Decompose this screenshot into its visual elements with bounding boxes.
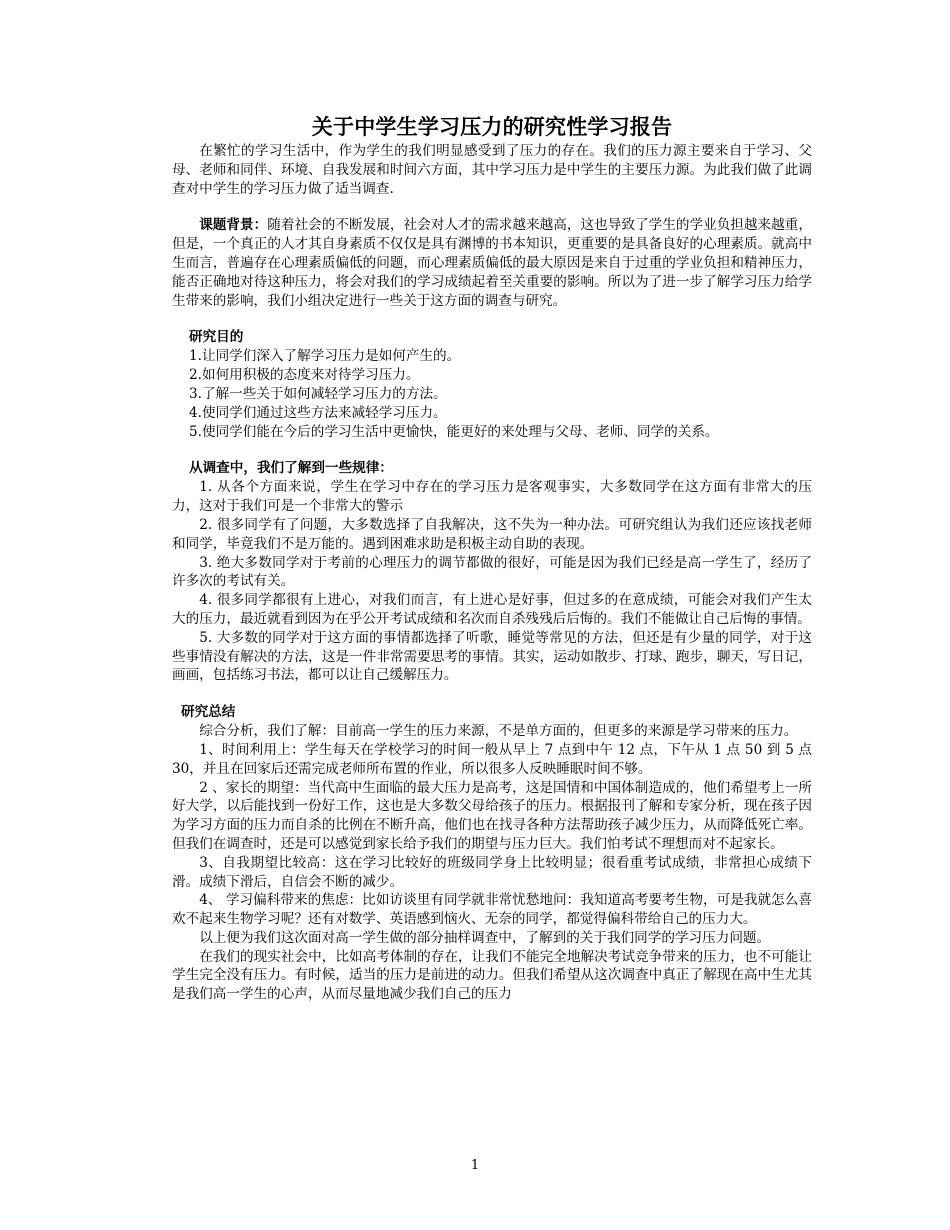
summary-paragraph: 4、 学习偏科带来的焦虑：比如访谈里有同学就非常忧愁地问：我知道高考要考生物，可是我就怎么喜欢不起来生物学习呢？还有对数学、英语感到恼火、无奈的同学，都觉得偏科带给自己的压力大。 — [172, 892, 812, 928]
spacer — [172, 198, 812, 216]
spacer — [172, 310, 812, 328]
intro-paragraph: 在繁忙的学习生活中，作为学生的我们明显感受到了压力的存在。我们的压力源主要来自于学习、父母、老师和同伴、环境、自我发展和时间六方面，其中学习压力是中学生的主要压力源。为此我们做了此调查对中学生的学习压力做了适当调查. — [172, 143, 812, 197]
purpose-item: 4.使同学们通过这些方法来减轻学习压力。 — [189, 404, 447, 421]
summary-paragraph: 在我们的现实社会中，比如高考体制的存在，让我们不能完全地解决考试竞争带来的压力，也不可能让学生完全没有压力。有时候，适当的压力是前进的动力。但我们希望从这次调查中真正了解现在高中生尤其是我们高一学生的心声，从而尽量地减少我们自己的压力 — [172, 948, 812, 1003]
document-body — [172, 112, 812, 1004]
summary-paragraph: 2 、家长的期望：当代高中生面临的最大压力是高考，这是国情和中国体制造成的，他们希望考上一所好大学，以后能找到一份好工作，这也是大多数父母给孩子的压力。根据报刊了解和专家分析，现在孩子因为学习方面的压力而自杀的比例在不断升高，他们也在找寻各种方法帮助孩子减少压力，从而降低死亡率。但我们在调查时，还是可以感觉到家长给予我们的期望与压力巨大。我们怕考试不理想而对不起家长。 — [172, 779, 812, 852]
background-text: 随着社会的不断发展，社会对人才的需求越来越高，这也导致了学生的学业负担越来越重，但是，一个真正的人才其自身素质不仅仅是具有渊博的书本知识，更重要的是具备良好的心理素质。就高中生而言，普遍存在心理素质偏低的问题，而心理素质偏低的最大原因是来自于过重的学业负担和精神压力，能否正确地对待这种压力，将会对我们的学习成绩起着至关重要的影响。所以为了进一步了解学习压力给学生带来的影响，我们小组决定进行一些关于这方面的调查与研究。 — [172, 217, 812, 309]
purpose-item: 2.如何用积极的态度来对待学习压力。 — [189, 367, 420, 384]
background-paragraph — [172, 216, 812, 310]
finding-item: 3. 绝大多数同学对于考前的心理压力的调节都做的很好，可能是因为我们已经是高一学生了，经历了许多次的考试有关。 — [172, 554, 812, 590]
purpose-item: 5.使同学们能在今后的学习生活中更愉快，能更好的来处理与父母、老师、同学的关系。 — [189, 423, 719, 440]
purpose-item: 3.了解一些关于如何减轻学习压力的方法。 — [189, 385, 447, 402]
summary-heading: 研究总结 — [181, 704, 236, 721]
spacer — [172, 441, 812, 459]
document-title: 关于中学生学习压力的研究性学习报告 — [311, 115, 673, 139]
finding-item: 2. 很多同学有了问题，大多数选择了自我解决，这不失为一种办法。可研究组认为我们还应该找老师和同学，毕竟我们不是万能的。遇到困难求助是积极主动自助的表现。 — [172, 516, 812, 552]
purpose-heading: 研究目的 — [189, 329, 244, 346]
finding-item: 4. 很多同学都很有上进心，对我们而言，有上进心是好事，但过多的在意成绩，可能会对我们产生太大的压力，最近就看到因为在乎公开考试成绩和名次而自杀残残后后悔的。我们不能做让自己后悔的事情。 — [172, 592, 812, 627]
purpose-item: 1.让同学们深入了解学习压力是如何产生的。 — [189, 348, 461, 365]
summary-paragraph: 以上便为我们这次面对高一学生做的部分抽样调查中，了解到的关于我们同学的学习压力问题。 — [199, 929, 771, 946]
summary-paragraph: 综合分析，我们了解：目前高一学生的压力来源，不是单方面的，但更多的来源是学习带来的压力。 — [199, 723, 798, 740]
page-number: 1 — [470, 1158, 480, 1173]
findings-heading: 从调查中，我们了解到一些规律： — [189, 460, 393, 477]
summary-paragraph: 1、时间利用上：学生每天在学校学习的时间一般从早上 7 点到中午 12 点，下午从 1 点 50 到 5 点 30，并且在回家后还需完成老师所布置的作业，所以很多人反映睡眠时间不够。 — [172, 741, 812, 777]
finding-item: 1. 从各个方面来说，学生在学习中存在的学习压力是客观事实，大多数同学在这方面有非常大的压力，这对于我们可是一个非常大的警示 — [172, 479, 812, 515]
background-label: 课题背景： — [199, 217, 268, 234]
finding-item: 5. 大多数的同学对于这方面的事情都选择了听歌，睡觉等常见的方法，但还是有少量的同学，对于这些事情没有解决的方法，这是一件非常需要思考的事情。其实，运动如散步、打球、跑步，聊天，写日记，画画，包括练习书法，都可以让自己缓解压力。 — [172, 629, 812, 684]
spacer — [172, 685, 812, 703]
summary-paragraph: 3、自我期望比较高：这在学习比较好的班级同学身上比较明显；很看重考试成绩，非常担心成绩下滑。成绩下滑后，自信会不断的减少。 — [172, 854, 812, 890]
